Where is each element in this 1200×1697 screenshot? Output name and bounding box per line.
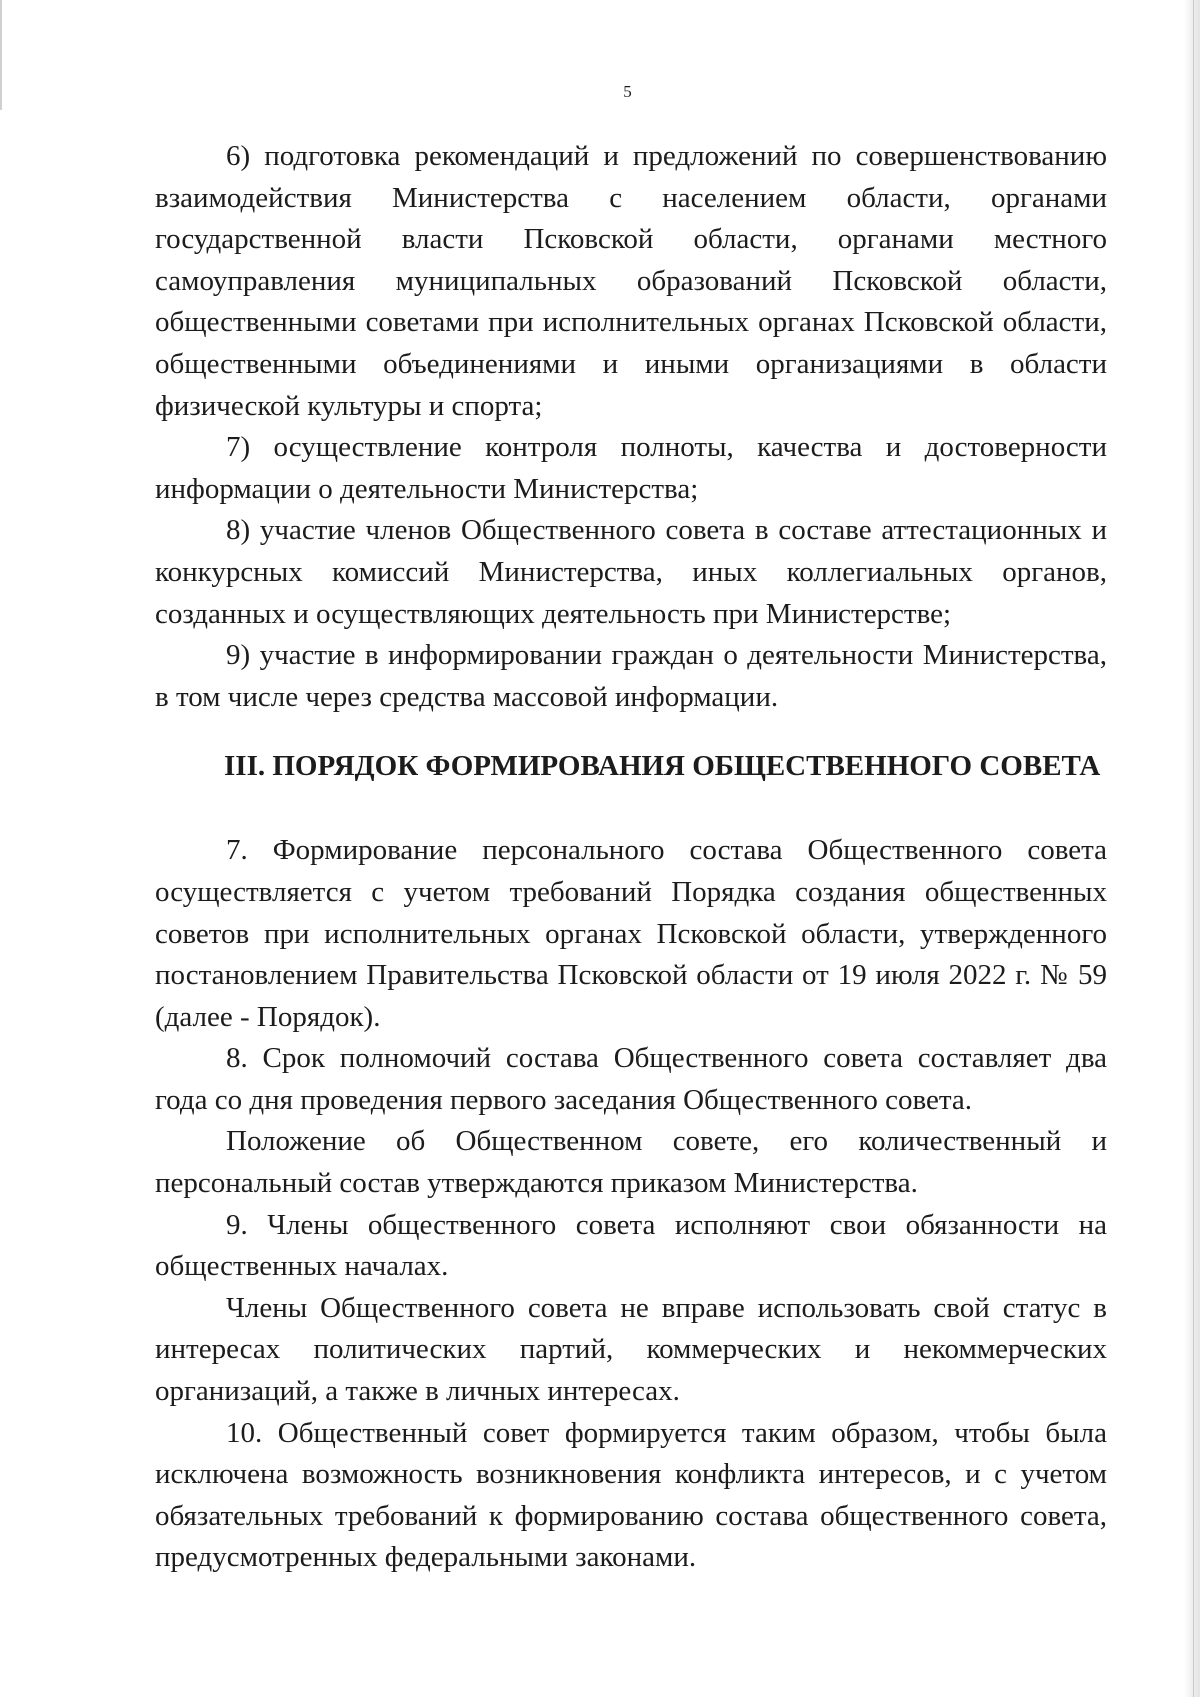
- paragraph-regulation: Положение об Общественном совете, его количественный и персональный состав утверждаются приказом Министерства.: [155, 1125, 1107, 1200]
- document-body: [155, 136, 1107, 1579]
- paragraph-item-8: 8) участие членов Общественного совета в составе аттестационных и конкурсных комиссий Министерства, иных коллегиальных органов, созданных и осуществляющих деятельность при Министерстве;: [155, 514, 1107, 630]
- scan-edge-right: [1184, 0, 1200, 1697]
- paragraph-clause-9: 9. Члены общественного совета исполняют свои обязанности на общественных началах.: [155, 1208, 1107, 1283]
- scan-edge-line: [1193, 0, 1194, 1697]
- section-heading: III. ПОРЯДОК ФОРМИРОВАНИЯ ОБЩЕСТВЕННОГО СОВЕТА: [224, 750, 1101, 783]
- paragraph-clause-7: 7. Формирование персонального состава Общественного совета осуществляется с учетом требований Порядка создания общественных советов при исполнительных органах Псковской области, утвержденного постановлением Правительства Псковской области от 19 июля 2022 г. № 59 (далее - Порядок).: [155, 834, 1107, 1033]
- paragraph-member-status: Члены Общественного совета не вправе использовать свой статус в интересах политических партий, коммерческих и некоммерческих организаций, а также в личных интересах.: [155, 1291, 1107, 1408]
- page-number: 5: [623, 82, 632, 101]
- paragraph-item-9: 9) участие в информировании граждан о деятельности Министерства, в том числе через средства массовой информации.: [155, 639, 1107, 713]
- paragraph-clause-10: 10. Общественный совет формируется таким образом, чтобы была исключена возможность возникновения конфликта интересов, и с учетом обязательных требований к формированию состава общественного совета, предусмотренных федеральными законами.: [155, 1416, 1107, 1574]
- paragraph-item-7: 7) осуществление контроля полноты, качества и достоверности информации о деятельности Министерства;: [155, 431, 1107, 505]
- paragraph-item-6: 6) подготовка рекомендаций и предложений по совершенствованию взаимодействия Министерства с населением области, органами государственной власти Псковской области, органами местного самоуправления муниципальных образований Псковской области, общественными советами при исполнительных органах Псковской области, общественными объединениями и иными организациями в области физической культуры и спорта;: [155, 140, 1107, 422]
- paragraph-clause-8: 8. Срок полномочий состава Общественного совета составляет два года со дня проведения первого заседания Общественного совета.: [155, 1042, 1107, 1116]
